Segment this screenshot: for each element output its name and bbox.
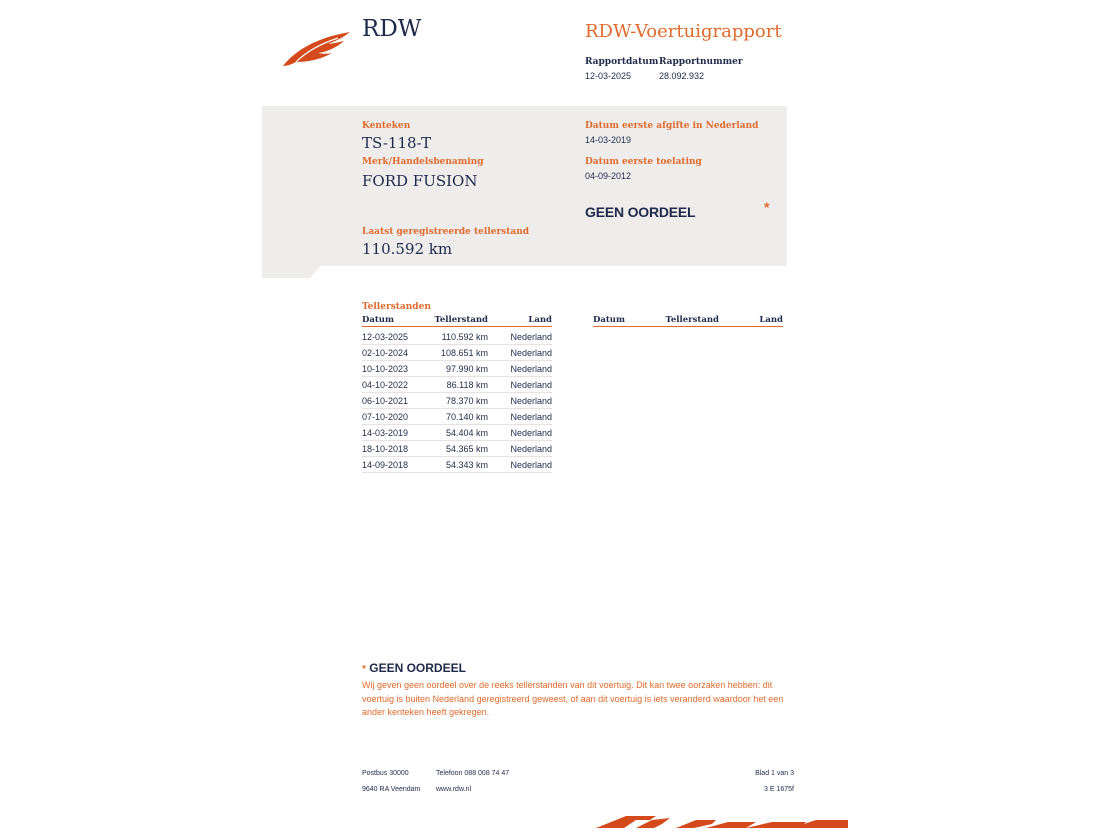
- row-reading: 54.404 km: [445, 427, 488, 438]
- report-date: 12-03-2025: [585, 71, 632, 81]
- first-nl-label: Datum eerste afgifte in Nederland: [585, 121, 759, 131]
- row-date: 06-10-2021: [362, 395, 409, 406]
- rdw-logo-icon: [280, 28, 354, 70]
- row-reading: 78.370 km: [445, 395, 488, 406]
- row-country: Nederland: [510, 395, 552, 406]
- footnote-title: [362, 661, 466, 675]
- footer-brand-stripes-icon: [596, 812, 848, 828]
- footer-address: 9640 RA Veendam: [362, 786, 421, 793]
- table-row: [362, 409, 552, 425]
- make-label: Merk/Handelsbenaming: [362, 157, 484, 167]
- row-reading: 54.343 km: [445, 459, 488, 470]
- plate-value: TS-118-T: [362, 134, 432, 152]
- col-date: Datum: [593, 315, 625, 325]
- row-date: 02-10-2024: [362, 347, 409, 358]
- odometer-section-title: Tellerstanden: [362, 302, 431, 312]
- row-reading: 108.651 km: [440, 347, 488, 358]
- row-date: 12-03-2025: [362, 331, 409, 342]
- row-reading: 70.140 km: [445, 411, 488, 422]
- table-row: [362, 457, 552, 473]
- report-date-label: Rapportdatum: [585, 57, 659, 67]
- last-odometer-value: 110.592 km: [362, 240, 453, 258]
- footer-phone: Telefoon 088 008 74 47: [436, 770, 510, 777]
- row-date: 07-10-2020: [362, 411, 409, 422]
- table-row: [362, 361, 552, 377]
- row-country: Nederland: [510, 331, 552, 342]
- footnote-mark: *: [362, 664, 366, 675]
- logo-text: RDW: [362, 16, 422, 42]
- row-date: 04-10-2022: [362, 379, 409, 390]
- table-row: [362, 441, 552, 457]
- row-country: Nederland: [510, 459, 552, 470]
- row-country: Nederland: [510, 427, 552, 438]
- row-country: Nederland: [510, 363, 552, 374]
- footnote-text: Wij geven geen oordeel over de reeks tellerstanden van dit voertuig. Dit kan twee oorzaken hebben: dit voertuig is buiten Nederland geregistreerd geweest, of aan dit voertuig is iets veranderd waardoor het een ander kenteken heeft gekregen.: [362, 680, 784, 717]
- last-odometer-label: Laatst geregistreerde tellerstand: [362, 227, 530, 237]
- footer-postbus: Postbus 30000: [362, 770, 409, 777]
- col-reading: Tellerstand: [434, 315, 488, 325]
- row-date: 14-09-2018: [362, 459, 409, 470]
- report-number: 28.092.932: [659, 71, 705, 81]
- row-date: 10-10-2023: [362, 363, 409, 374]
- panel-tab-shape: [262, 264, 322, 278]
- row-reading: 54.365 km: [445, 443, 488, 454]
- footer-page: Blad 1 van 3: [755, 770, 794, 777]
- make-value: FORD FUSION: [362, 172, 478, 190]
- row-reading: 86.118 km: [446, 379, 488, 390]
- verdict-text: GEEN OORDEEL: [585, 204, 696, 220]
- row-date: 14-03-2019: [362, 427, 409, 438]
- table-row: [362, 425, 552, 441]
- table-header: [362, 315, 552, 327]
- col-country: Land: [759, 315, 783, 325]
- odometer-table-right: [593, 315, 783, 327]
- row-date: 18-10-2018: [362, 443, 409, 454]
- col-reading: Tellerstand: [665, 315, 719, 325]
- col-country: Land: [528, 315, 552, 325]
- first-nl-value: 14-03-2019: [585, 135, 632, 145]
- row-country: Nederland: [510, 347, 552, 358]
- footer-website[interactable]: www.rdw.nl: [436, 786, 472, 793]
- report-number-label: Rapportnummer: [659, 57, 743, 67]
- table-row: [362, 345, 552, 361]
- table-row: [362, 393, 552, 409]
- col-date: Datum: [362, 315, 394, 325]
- plate-label: Kenteken: [362, 121, 411, 131]
- table-row: [362, 377, 552, 393]
- report-title: RDW-Voertuigrapport: [585, 21, 782, 42]
- row-reading: 97.990 km: [445, 363, 488, 374]
- first-admission-label: Datum eerste toelating: [585, 157, 702, 167]
- row-country: Nederland: [510, 411, 552, 422]
- table-row: [362, 329, 552, 345]
- footer-code: 3 E 1675f: [764, 786, 794, 793]
- row-reading: 110.592 km: [441, 331, 488, 342]
- first-admission-value: 04-09-2012: [585, 171, 632, 181]
- row-country: Nederland: [510, 443, 552, 454]
- verdict-asterisk: *: [764, 199, 770, 215]
- footnote-title-text: GEEN OORDEEL: [369, 661, 466, 675]
- table-body: [362, 327, 552, 473]
- table-header: [593, 315, 783, 327]
- odometer-table-left: [362, 315, 552, 473]
- row-country: Nederland: [510, 379, 552, 390]
